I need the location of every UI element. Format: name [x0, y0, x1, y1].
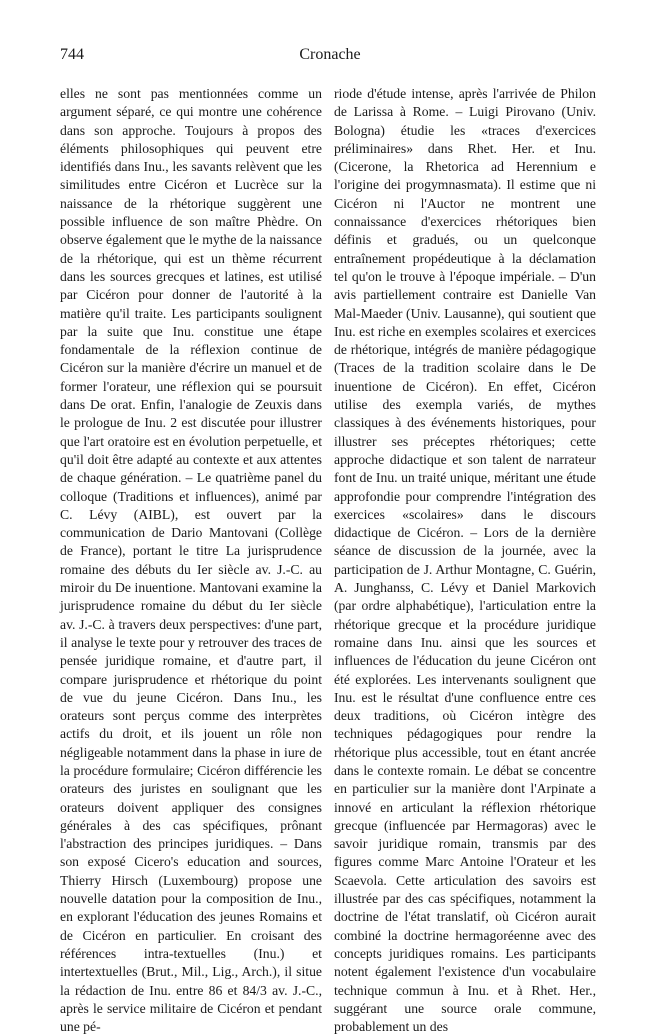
running-title: Cronache	[299, 46, 361, 63]
page-header	[60, 44, 600, 66]
body-paragraph-left: elles ne sont pas mentionnées comme un argument séparé, ce qui montre une cohérence dans son approche. Toujours à propos des éléments philosophiques qui peuvent etre identifiés dans Inu., les savants relèvent que les similitudes entre Cicéron et Lucrèce sur la naissance de la rhétorique suggèrent une possible influence de son maître Phèdre. On observe également que le mythe de la naissance de la rhétorique, qui est un thème récurrent dans les sources grecques et latines, est utilisé par Cicéron pour donner de l'autorité à la matière qu'il traite. Les participants soulignent par la suite que Inu. constitue une étape fondamentale de la réflexion continue de Cicéron sur la manière d'écrire un manuel et de former l'orateur, une réflexion qui se poursuit dans De orat. Enfin, l'analogie de Zeuxis dans le prologue de Inu. 2 est discutée pour illustrer que l'art oratoire est en évolution perpetuelle, et qu'il doit être adapté au contexte et aux attentes de chaque génération. – Le quatrième panel du colloque (Traditions et influences), animé par C. Lévy (AIBL), est ouvert par la communication de Dario Mantovani (Collège de France), portant le titre La jurisprudence romaine des débuts du Ier siècle av. J.-C. au miroir du De inuentione. Mantovani examine la jurisprudence romaine du début du Ier siècle av. J.-C. à travers deux perspectives: d'une part, il analyse le texte pour y retrouver des traces de pensée juridique romaine, et d'autre part, il compare jurisprudence et rhétorique du point de vue du jeune Cicéron. Dans Inu., les orateurs sont perçus comme des interprètes actifs du droit, et ils jouent un rôle non négligeable notamment dans la phase in iure de la procédure formulaire; Cicéron différencie les orateurs des juristes en soulignant que les orateurs doivent appliquer des consignes générales à des cas spécifiques, prônant l'abstraction des principes juridiques. – Dans son exposé Cicero's education and sources, Thierry Hirsch (Luxembourg) propose une nouvelle datation pour la composition de Inu., en explorant l'éducation des jeunes Romains et de Cicéron en particulier. En croisant des références intra-textuelles (Inu.) et intertextuelles (Brut., Mil., Lig., Arch.), il situe la rédaction de Inu. entre 86 et 84/3 av. J.-C., après le service militaire de Cicéron et pendant une pé-	[60, 86, 322, 1035]
text-column-left	[60, 85, 322, 1036]
body-paragraph-right: riode d'étude intense, après l'arrivée de Philon de Larissa à Rome. – Luigi Pirovano (Univ. Bologna) étudie les «traces d'exercices préliminaires» dans Rhet. Her. et Inu. (Cicerone, la Rhetorica ad Herennium e l'origine dei progymnasmata). Il estime que ni Cicéron ni l'Auctor ne montrent une connaissance d'exercices rhétoriques bien définis et gradués, ou un quelconque entraînement propédeutique à la déclamation tel qu'on le trouve à l'époque impériale. – D'un avis partiellement contraire est Danielle Van Mal-Maeder (Univ. Lausanne), qui soutient que Inu. est riche en exemples scolaires et exercices de rhétorique, intégrés de manière pédagogique (Traces de la tradition scolaire dans le De inuentione de Cicéron). En effet, Cicéron utilise des exempla variés, de mythes classiques à des événements historiques, pour illustrer ses préceptes rhétoriques; cette approche didactique et son talent de narrateur font de Inu. un traité unique, méritant une étude approfondie pour comprendre l'intégration des exercices «scolaires» dans le discours didactique de Cicéron. – Lors de la dernière séance de discussion de la journée, avec la participation de J. Arthur Montagne, C. Guérin, A. Junghanss, C. Lévy et Daniel Markovich (par ordre alphabétique), l'articulation entre la rhétorique grecque et la procédure juridique romaine dans Inu. ainsi que les sources et influences de l'éducation du jeune Cicéron ont été explorées. Les intervenants soulignent que Inu. est le résultat d'une confluence entre ces deux traditions, où Cicéron intègre des techniques pédagogiques pour rendre la rhétorique plus accessible, tout en étant ancrée dans le contexte romain. Le débat se concentre en particulier sur la manière dont l'Arpinate a innové en articulant la réflexion rhétorique grecque (influencée par Hermagoras) avec le savoir juridique romain, transmis par des figures comme Marc Antoine l'Orateur et les Scaevola. Cette articulation des savoirs est illustrée par des cas spécifiques, notamment la doctrine de l'état translatif, où Cicéron aurait combiné la doctrine hermagoréenne avec des concepts juridiques romains. Les participants notent également l'existence d'un vocabulaire technique commun à Inu. et à Rhet. Her., suggérant une source orale commune, probablement un des	[334, 86, 596, 1035]
page-number: 744	[60, 46, 84, 63]
text-column-right	[334, 85, 596, 1036]
